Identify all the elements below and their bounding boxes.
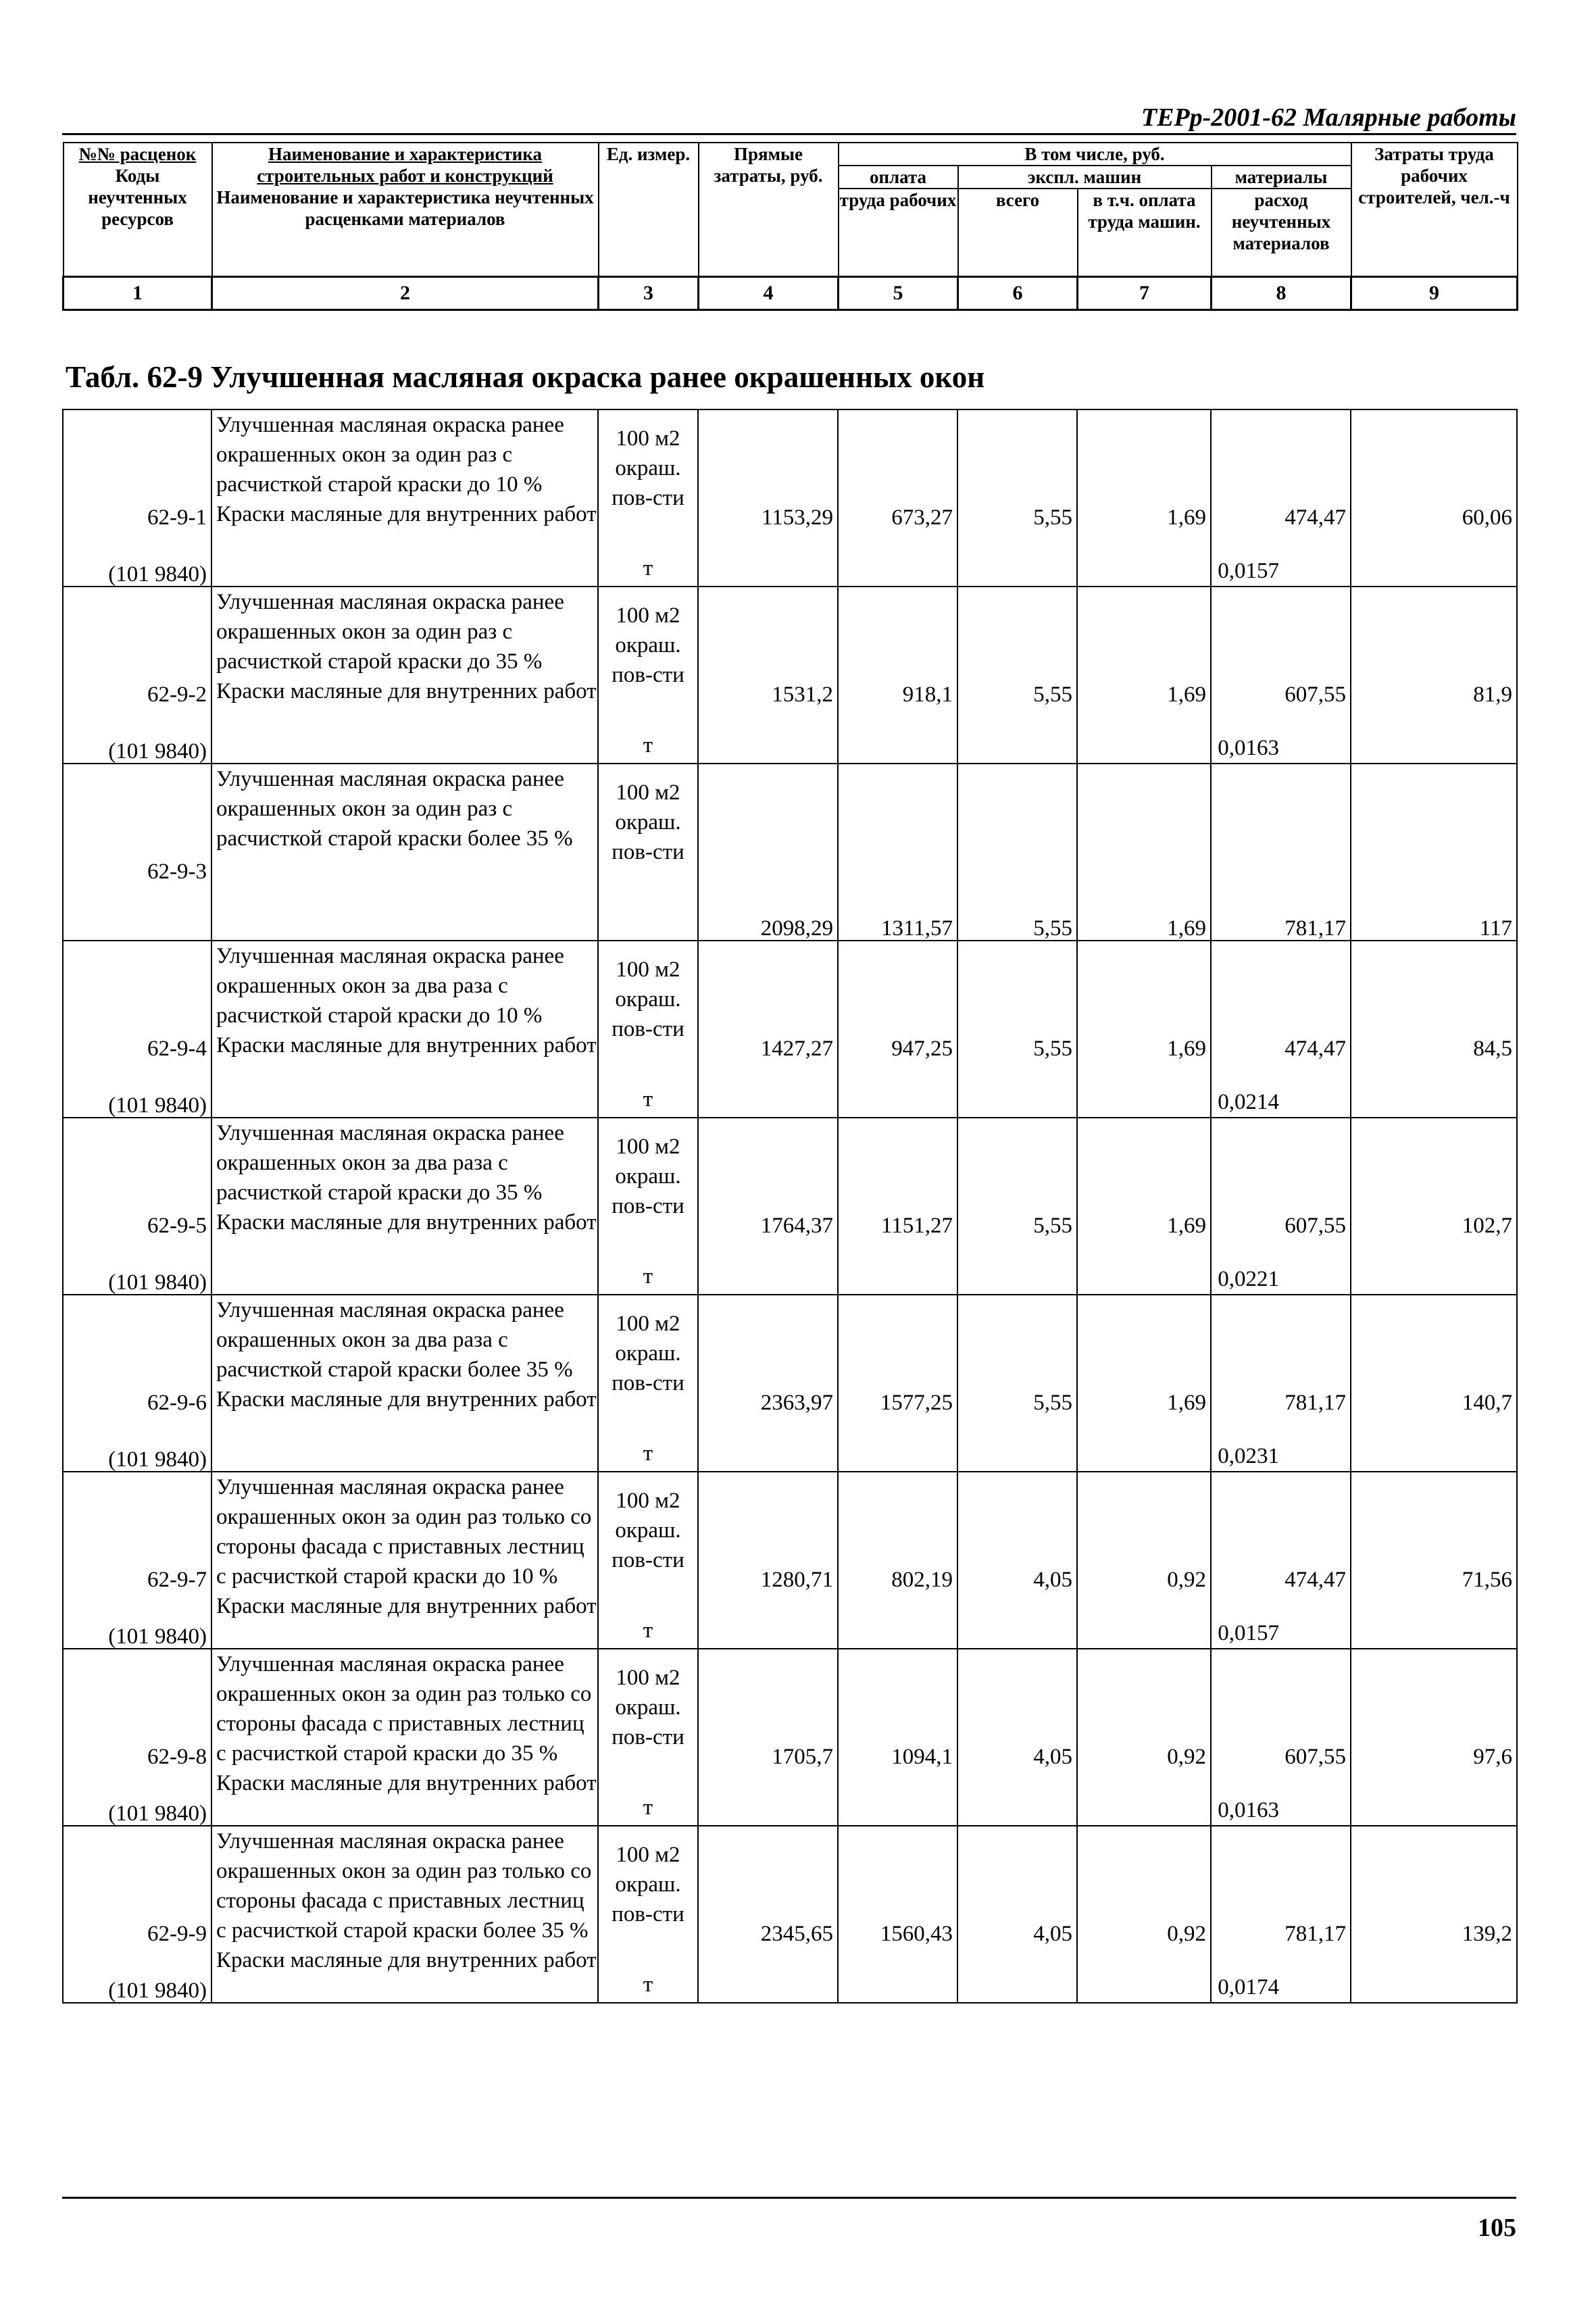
- machine-labor-cost-cell: [1077, 587, 1211, 764]
- work-name-cell: [211, 1295, 598, 1472]
- labor-hours-cell: [1351, 764, 1517, 941]
- work-name: Улучшенная масляная окраска ранее окрашенных окон за один раз только со стороны фасада с приставных лестниц с расчисткой старой краски более 35 %: [216, 1829, 592, 1943]
- machine-labor-cost-cell: [1077, 1118, 1211, 1295]
- work-name: Улучшенная масляная окраска ранее окрашенных окон за два раза с расчисткой старой краски до 10 %: [216, 944, 564, 1028]
- work-name-cell: [211, 409, 598, 587]
- resource-unit: т: [643, 556, 653, 580]
- direct-cost: 2098,29: [760, 916, 833, 941]
- labor-hours: 71,56: [1462, 1568, 1512, 1592]
- table-row: [63, 764, 1517, 941]
- direct-cost-cell: [698, 1118, 838, 1295]
- col-5-bottom-label: труда рабочих: [839, 190, 957, 210]
- resource-name: Краски масляные для внутренних работ: [216, 1033, 597, 1057]
- machine-cost-cell: [957, 941, 1077, 1118]
- machine-cost: 5,55: [1033, 916, 1072, 941]
- work-name-cell: [211, 587, 598, 764]
- col-number-1: 1: [64, 277, 212, 310]
- work-name: Улучшенная масляная окраска ранее окрашенных окон за один раз с расчисткой старой краски до 10 %: [216, 413, 564, 497]
- materials-cost: 474,47: [1285, 1568, 1346, 1592]
- table-row: [63, 1826, 1517, 2003]
- labor-cost-cell: [838, 1826, 957, 2003]
- materials-cost-cell: [1211, 1649, 1351, 1826]
- materials-cost-cell: [1211, 587, 1351, 764]
- col-number-5: 5: [839, 277, 958, 310]
- unit: 100 м2 окраш. пов-сти: [612, 1135, 684, 1218]
- work-name-cell: [211, 941, 598, 1118]
- machine-labor-cost: 0,92: [1167, 1568, 1206, 1592]
- direct-cost: 2363,97: [760, 1391, 833, 1415]
- resource-name: Краски масляные для внутренних работ: [216, 679, 597, 703]
- labor-cost: 673,27: [891, 505, 953, 530]
- col-1-header: [64, 143, 212, 277]
- direct-cost: 1280,71: [760, 1568, 833, 1592]
- unit-cell: [598, 1118, 698, 1295]
- labor-hours: 84,5: [1473, 1037, 1512, 1061]
- machine-labor-cost: 1,69: [1167, 1214, 1206, 1238]
- machine-cost: 5,55: [1033, 682, 1072, 707]
- labor-cost: 947,25: [891, 1037, 953, 1061]
- resource-unit: т: [643, 1087, 653, 1112]
- unit-cell: [598, 587, 698, 764]
- rate-code: 62-9-9: [147, 1922, 207, 1946]
- labor-hours-cell: [1351, 1649, 1517, 1826]
- labor-cost-cell: [838, 764, 957, 941]
- labor-hours-cell: [1351, 409, 1517, 587]
- labor-hours-cell: [1351, 1826, 1517, 2003]
- material-quantity: 0,0163: [1218, 1798, 1279, 1822]
- resource-code: (101 9840): [108, 1801, 207, 1826]
- labor-hours: 97,6: [1473, 1745, 1512, 1769]
- col-4-header: Прямые затраты, руб.: [699, 143, 839, 277]
- unit-cell: [598, 1826, 698, 2003]
- direct-cost: 1427,27: [760, 1037, 833, 1061]
- rate-code-cell: [63, 941, 211, 1118]
- group-header: В том числе, руб.: [839, 143, 1351, 166]
- materials-cost-cell: [1211, 1472, 1351, 1649]
- unit: 100 м2 окраш. пов-сти: [612, 780, 684, 864]
- machine-labor-cost-cell: [1077, 409, 1211, 587]
- work-name-cell: [211, 1118, 598, 1295]
- rates-table: [62, 409, 1518, 2003]
- col-number-4: 4: [699, 277, 839, 310]
- material-quantity: 0,0221: [1218, 1267, 1279, 1291]
- machine-labor-cost-cell: [1077, 941, 1211, 1118]
- labor-cost: 802,19: [891, 1568, 953, 1592]
- resource-name: Краски масляные для внутренних работ: [216, 1210, 597, 1235]
- work-name: Улучшенная масляная окраска ранее окрашенных окон за один раз с расчисткой старой краски более 35 %: [216, 767, 573, 851]
- labor-cost: 1094,1: [891, 1745, 953, 1769]
- material-quantity: 0,0174: [1218, 1975, 1279, 1999]
- rate-code: 62-9-7: [147, 1568, 207, 1592]
- labor-hours: 117: [1479, 916, 1512, 941]
- labor-hours: 140,7: [1462, 1391, 1512, 1415]
- labor-cost-cell: [838, 1118, 957, 1295]
- col-8-top-label: материалы: [1212, 166, 1351, 189]
- col-8-bottom-label: расход неучтенных материалов: [1231, 190, 1331, 253]
- table-row: [63, 941, 1517, 1118]
- machine-cost-cell: [957, 1472, 1077, 1649]
- machine-labor-cost-cell: [1077, 1472, 1211, 1649]
- resource-unit: т: [643, 1618, 653, 1643]
- rate-code: 62-9-6: [147, 1391, 207, 1415]
- direct-cost: 1153,29: [761, 505, 833, 530]
- machine-labor-cost: 1,69: [1167, 682, 1206, 707]
- rate-code: 62-9-4: [147, 1037, 207, 1061]
- unit: 100 м2 окраш. пов-сти: [612, 1843, 684, 1926]
- labor-cost-cell: [838, 1295, 957, 1472]
- table-title: Табл. 62-9 Улучшенная масляная окраска ранее окрашенных окон: [66, 360, 985, 394]
- work-name: Улучшенная масляная окраска ранее окрашенных окон за один раз только со стороны фасада с приставных лестниц с расчисткой старой краски до 10 %: [216, 1475, 592, 1589]
- col-8-header: [1212, 166, 1351, 277]
- materials-cost-cell: [1211, 941, 1351, 1118]
- table-row: [63, 1649, 1517, 1826]
- labor-cost-cell: [838, 587, 957, 764]
- rate-code: 62-9-3: [147, 860, 207, 884]
- work-name: Улучшенная масляная окраска ранее окрашенных окон за два раза с расчисткой старой краски до 35 %: [216, 1121, 564, 1205]
- unit-cell: [598, 764, 698, 941]
- machine-labor-cost-cell: [1077, 1826, 1211, 2003]
- machine-cost: 4,05: [1033, 1745, 1072, 1769]
- col-6-header: всего: [958, 189, 1078, 277]
- machine-cost-cell: [957, 1649, 1077, 1826]
- col-2-header: [212, 143, 599, 277]
- material-quantity: 0,0157: [1218, 1621, 1279, 1645]
- work-name: Улучшенная масляная окраска ранее окрашенных окон за один раз с расчисткой старой краски до 35 %: [216, 590, 564, 674]
- resource-code: (101 9840): [108, 739, 207, 764]
- unit-cell: [598, 1472, 698, 1649]
- machine-cost-cell: [957, 587, 1077, 764]
- machine-labor-cost: 0,92: [1167, 1922, 1206, 1946]
- rate-code-cell: [63, 1472, 211, 1649]
- direct-cost-cell: [698, 1295, 838, 1472]
- work-name-cell: [211, 764, 598, 941]
- machine-labor-cost: 1,69: [1167, 916, 1206, 941]
- col-number-7: 7: [1078, 277, 1212, 310]
- unit-cell: [598, 409, 698, 587]
- col-3-header: Ед. измер.: [599, 143, 699, 277]
- labor-hours-cell: [1351, 587, 1517, 764]
- unit-cell: [598, 1295, 698, 1472]
- resource-code: (101 9840): [108, 1093, 207, 1118]
- material-quantity: 0,0163: [1218, 736, 1279, 760]
- col-2-bottom-label: Наименование и характеристика неучтенных расценками материалов: [216, 187, 594, 229]
- materials-cost: 607,55: [1285, 1214, 1346, 1238]
- rate-code: 62-9-2: [147, 682, 207, 707]
- direct-cost-cell: [698, 764, 838, 941]
- machine-labor-cost-cell: [1077, 764, 1211, 941]
- labor-cost: 1560,43: [880, 1922, 953, 1946]
- work-name-cell: [211, 1826, 598, 2003]
- materials-cost: 607,55: [1285, 1745, 1346, 1769]
- col-number-9: 9: [1351, 277, 1518, 310]
- rate-code: 62-9-8: [147, 1745, 207, 1769]
- machine-cost: 5,55: [1033, 1391, 1072, 1415]
- work-name-cell: [211, 1472, 598, 1649]
- labor-hours: 102,7: [1462, 1214, 1512, 1238]
- unit: 100 м2 окраш. пов-сти: [612, 1489, 684, 1572]
- labor-hours-cell: [1351, 1472, 1517, 1649]
- footer-rule: [62, 2197, 1516, 2199]
- rate-code: 62-9-1: [147, 505, 207, 530]
- machine-cost-cell: [957, 1826, 1077, 2003]
- direct-cost-cell: [698, 1649, 838, 1826]
- resource-code: (101 9840): [108, 1447, 207, 1472]
- labor-hours: 81,9: [1473, 682, 1512, 707]
- labor-cost-cell: [838, 1649, 957, 1826]
- unit: 100 м2 окраш. пов-сти: [612, 1312, 684, 1395]
- unit: 100 м2 окраш. пов-сти: [612, 426, 684, 510]
- table-row: [63, 587, 1517, 764]
- machine-cost: 4,05: [1033, 1568, 1072, 1592]
- machine-cost-cell: [957, 409, 1077, 587]
- material-quantity: 0,0214: [1218, 1090, 1279, 1114]
- work-name: Улучшенная масляная окраска ранее окрашенных окон за два раза с расчисткой старой краски более 35 %: [216, 1298, 573, 1382]
- page-header-title: ТЕРр-2001-62 Малярные работы: [1141, 103, 1516, 132]
- direct-cost-cell: [698, 587, 838, 764]
- resource-name: Краски масляные для внутренних работ: [216, 1387, 597, 1412]
- resource-unit: т: [643, 1795, 653, 1820]
- labor-hours-cell: [1351, 1295, 1517, 1472]
- machine-labor-cost-cell: [1077, 1295, 1211, 1472]
- resource-unit: т: [643, 1972, 653, 1997]
- resource-name: Краски масляные для внутренних работ: [216, 1948, 597, 1972]
- unit-cell: [598, 1649, 698, 1826]
- materials-cost: 474,47: [1285, 1037, 1346, 1061]
- resource-unit: т: [643, 1441, 653, 1466]
- machine-cost-cell: [957, 1295, 1077, 1472]
- col-number-3: 3: [599, 277, 699, 310]
- resource-name: Краски масляные для внутренних работ: [216, 1594, 597, 1618]
- column-number-row: [64, 277, 1518, 310]
- col-number-2: 2: [212, 277, 599, 310]
- materials-cost: 781,17: [1285, 916, 1346, 941]
- machine-cost: 5,55: [1033, 505, 1072, 530]
- unit: 100 м2 окраш. пов-сти: [612, 603, 684, 687]
- materials-cost: 781,17: [1285, 1391, 1346, 1415]
- labor-cost: 1577,25: [880, 1391, 953, 1415]
- direct-cost-cell: [698, 1472, 838, 1649]
- rate-code-cell: [63, 1649, 211, 1826]
- machine-cost-cell: [957, 764, 1077, 941]
- machine-cost-cell: [957, 1118, 1077, 1295]
- col-number-6: 6: [958, 277, 1078, 310]
- labor-cost-cell: [838, 941, 957, 1118]
- rate-code-cell: [63, 764, 211, 941]
- col-1-top-label: №№ расценок: [78, 144, 197, 164]
- machine-cost: 4,05: [1033, 1922, 1072, 1946]
- direct-cost-cell: [698, 941, 838, 1118]
- rate-code-cell: [63, 409, 211, 587]
- machine-labor-cost: 1,69: [1167, 1037, 1206, 1061]
- materials-cost: 474,47: [1285, 505, 1346, 530]
- resource-name: Краски масляные для внутренних работ: [216, 1771, 597, 1795]
- labor-hours: 60,06: [1462, 505, 1512, 530]
- materials-cost-cell: [1211, 409, 1351, 587]
- rate-code-cell: [63, 1826, 211, 2003]
- machine-cost: 5,55: [1033, 1037, 1072, 1061]
- direct-cost-cell: [698, 1826, 838, 2003]
- material-quantity: 0,0231: [1218, 1444, 1279, 1468]
- col-5-header: [839, 166, 958, 277]
- materials-cost-cell: [1211, 1118, 1351, 1295]
- resource-name: Краски масляные для внутренних работ: [216, 502, 597, 526]
- machine-labor-cost-cell: [1077, 1649, 1211, 1826]
- direct-cost: 1531,2: [772, 682, 833, 707]
- header-rule: [62, 133, 1516, 135]
- resource-unit: т: [643, 733, 653, 757]
- machine-labor-cost: 0,92: [1167, 1745, 1206, 1769]
- direct-cost: 1705,7: [772, 1745, 833, 1769]
- col-9-header: Затраты труда рабочих строителей, чел.-ч: [1351, 143, 1518, 277]
- resource-code: (101 9840): [108, 1270, 207, 1295]
- materials-cost: 781,17: [1285, 1922, 1346, 1946]
- resource-code: (101 9840): [108, 1624, 207, 1649]
- col-number-8: 8: [1212, 277, 1351, 310]
- labor-hours: 139,2: [1462, 1922, 1512, 1946]
- unit: 100 м2 окраш. пов-сти: [612, 1666, 684, 1749]
- column-header-table: [62, 142, 1518, 311]
- labor-hours-cell: [1351, 1118, 1517, 1295]
- labor-cost-cell: [838, 409, 957, 587]
- table-row: [63, 1295, 1517, 1472]
- unit-cell: [598, 941, 698, 1118]
- labor-cost: 918,1: [902, 682, 953, 707]
- machine-cost: 5,55: [1033, 1214, 1072, 1238]
- col-5-top-label: оплата: [839, 166, 958, 189]
- work-name-cell: [211, 1649, 598, 1826]
- table-row: [63, 409, 1517, 587]
- resource-code: (101 9840): [108, 1978, 207, 2003]
- page-number: 105: [1478, 2214, 1516, 2242]
- labor-cost: 1311,57: [880, 916, 953, 941]
- materials-cost-cell: [1211, 1295, 1351, 1472]
- materials-cost-cell: [1211, 764, 1351, 941]
- labor-hours-cell: [1351, 941, 1517, 1118]
- table-row: [63, 1118, 1517, 1295]
- materials-cost-cell: [1211, 1826, 1351, 2003]
- col-1-bottom-label: Коды неучтенных ресурсов: [88, 166, 187, 229]
- work-name: Улучшенная масляная окраска ранее окрашенных окон за один раз только со стороны фасада с приставных лестниц с расчисткой старой краски до 35 %: [216, 1652, 592, 1766]
- direct-cost: 2345,65: [760, 1922, 833, 1946]
- material-quantity: 0,0157: [1218, 559, 1279, 583]
- rate-code-cell: [63, 1295, 211, 1472]
- rate-code-cell: [63, 587, 211, 764]
- labor-cost-cell: [838, 1472, 957, 1649]
- col-7-header: в т.ч. оплата труда машин.: [1078, 189, 1212, 277]
- direct-cost: 1764,37: [760, 1214, 833, 1238]
- table-row: [63, 1472, 1517, 1649]
- col-2-top-label: Наименование и характеристика строительных работ и конструкций: [257, 144, 553, 186]
- machine-labor-cost: 1,69: [1167, 1391, 1206, 1415]
- machine-labor-cost: 1,69: [1167, 505, 1206, 530]
- labor-cost: 1151,27: [880, 1214, 953, 1238]
- col-67-header: экспл. машин: [958, 166, 1212, 189]
- rate-code-cell: [63, 1118, 211, 1295]
- materials-cost: 607,55: [1285, 682, 1346, 707]
- resource-code: (101 9840): [108, 562, 207, 587]
- rate-code: 62-9-5: [147, 1214, 207, 1238]
- unit: 100 м2 окраш. пов-сти: [612, 957, 684, 1041]
- direct-cost-cell: [698, 409, 838, 587]
- resource-unit: т: [643, 1264, 653, 1289]
